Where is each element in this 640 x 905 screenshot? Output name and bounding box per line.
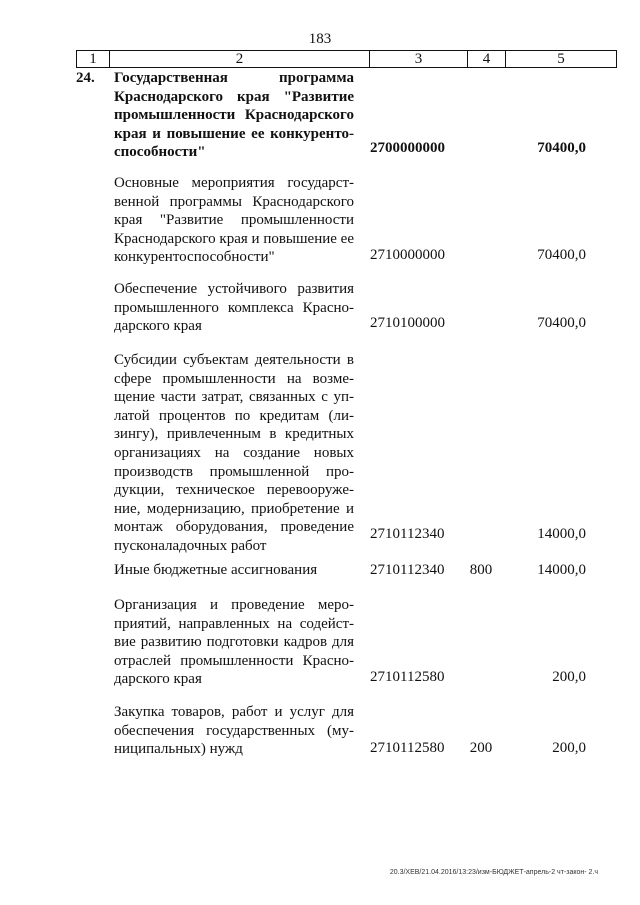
target-article-code: 2710100000 [370, 315, 445, 331]
row-amount: 200,0 [552, 669, 586, 685]
row-number: 24. [76, 70, 95, 86]
row-description: Субсидии субъектам деятельности в сфере промышленности на возме-щение части затрат, связанных с уп-латой процентов по кредитам (ли-зингу), привлеченным в кредитных организациях на создание новых производств промышленной про-дукции, техническое перевооруже-ние, модернизацию, приобретение и монтаж оборудования, проведение пусконаладочных работ [114, 352, 354, 554]
target-article-code: 2710112580 [370, 740, 445, 756]
column-header-5: 5 [506, 51, 617, 68]
column-header-3: 3 [370, 51, 468, 68]
row-description: Закупка товаров, работ и услуг для обеспечения государственных (му-ниципальных) нужд [114, 704, 354, 758]
budget-row [0, 174, 640, 264]
target-article-code: 2700000000 [370, 140, 445, 156]
row-amount: 70400,0 [537, 140, 586, 156]
row-amount: 70400,0 [537, 247, 586, 263]
budget-row [0, 69, 640, 164]
column-header-4: 4 [468, 51, 506, 68]
budget-row [0, 596, 640, 691]
target-article-code: 2710000000 [370, 247, 445, 263]
row-amount: 14000,0 [537, 526, 586, 542]
column-header-1: 1 [77, 51, 110, 68]
target-article-code: 2710112580 [370, 669, 445, 685]
target-article-code: 2710112340 [370, 526, 445, 542]
target-article-code: 2710112340 [370, 562, 445, 578]
row-description: Обеспечение устойчивого развития промышленного комплекса Красно-дарского края [114, 281, 354, 335]
row-description: Основные мероприятия государст-венной программы Краснодарского края "Развитие промышленности Краснодарского края и повышение ее конкурентоспособности" [114, 175, 354, 266]
row-amount: 200,0 [552, 740, 586, 756]
budget-row [0, 703, 640, 763]
page-number: 183 [308, 31, 332, 47]
row-amount: 70400,0 [537, 315, 586, 331]
row-description: Государственная программа Краснодарского края "Развитие промышленности Краснодарского края и повышение ее конкуренто-способности" [114, 70, 354, 161]
expense-type-code: 800 [469, 562, 493, 578]
document-footer-stamp: 20.3/ХЕВ/21.04.2016/13:23/изм-БЮДЖЕТ-апрель-2 чт-закон- 2.ч [389, 869, 598, 876]
column-header-table [76, 50, 617, 68]
budget-row [0, 280, 640, 340]
column-header-2: 2 [110, 51, 370, 68]
expense-type-code: 200 [469, 740, 493, 756]
budget-row [0, 561, 640, 583]
row-description: Организация и проведение меро-приятий, направленных на содейст-вие развитию подготовки кадров для отраслей промышленности Красно-дарского края [114, 597, 354, 688]
budget-row [0, 351, 640, 554]
row-amount: 14000,0 [537, 562, 586, 578]
row-description: Иные бюджетные ассигнования [114, 562, 318, 578]
